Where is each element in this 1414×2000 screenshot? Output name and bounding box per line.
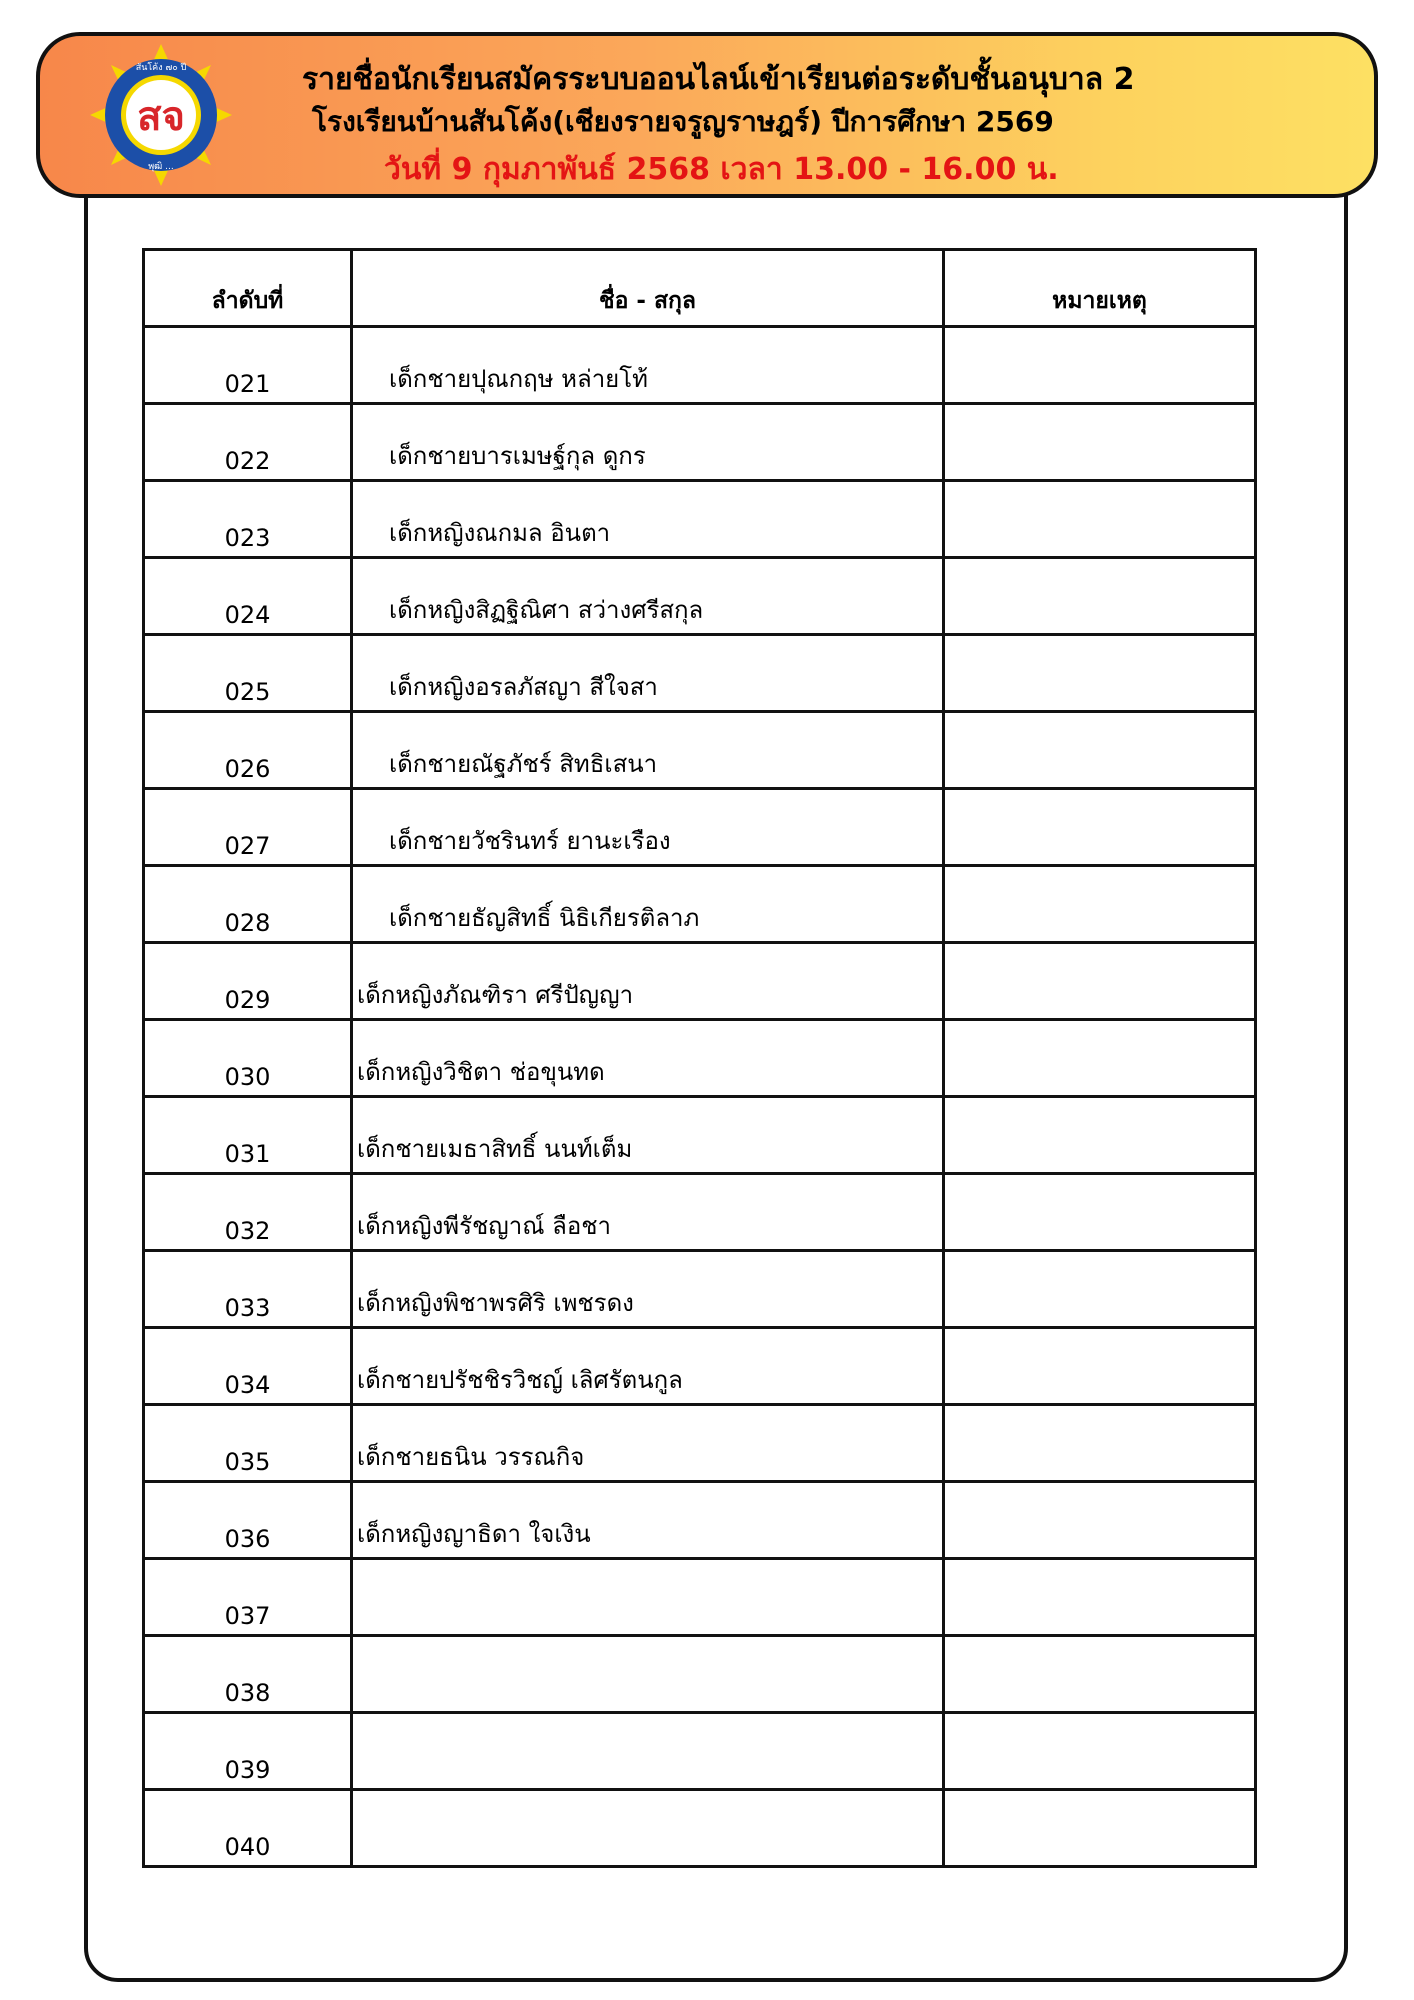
row-note [944,712,1256,789]
student-name [352,1559,944,1636]
row-note [944,1405,1256,1482]
student-name: เด็กชายปุณกฤษ หล่ายโท้ [352,327,944,404]
row-note [944,1790,1256,1867]
row-note [944,1559,1256,1636]
row-number: 023 [144,481,352,558]
student-name: เด็กหญิงพีรัชญาณ์ ลือชา [352,1174,944,1251]
student-name [352,1790,944,1867]
table-row [144,1482,1256,1559]
row-note [944,404,1256,481]
student-name: เด็กชายบารเมษฐ์กุล ดูกร [352,404,944,481]
student-name [352,1636,944,1713]
table-row [144,1251,1256,1328]
row-note [944,789,1256,866]
table-row [144,1328,1256,1405]
row-note [944,1174,1256,1251]
table-row [144,1636,1256,1713]
row-note [944,943,1256,1020]
column-header-name: ชื่อ - สกุล [352,250,944,327]
table-row [144,635,1256,712]
row-note [944,481,1256,558]
row-note [944,1097,1256,1174]
row-number: 029 [144,943,352,1020]
row-number: 037 [144,1559,352,1636]
row-note [944,1482,1256,1559]
table-header-row [144,250,1256,327]
row-number: 040 [144,1790,352,1867]
row-note [944,1020,1256,1097]
row-number: 021 [144,327,352,404]
row-note [944,327,1256,404]
date-time-line: วันที่ 9 กุมภาพันธ์ 2568 เวลา 13.00 - 16.00 น. [384,152,1059,187]
row-note [944,1636,1256,1713]
student-table [142,248,1257,1868]
table-row [144,1559,1256,1636]
row-number: 026 [144,712,352,789]
column-header-number: ลำดับที่ [144,250,352,327]
logo-bottom-text: พุฒิ ... [148,162,174,172]
student-name [352,1713,944,1790]
school-name-year: โรงเรียนบ้านสันโค้ง(เชียงรายจรูญราษฎร์) ปีการศึกษา 2569 [312,105,1054,138]
student-name: เด็กชายณัฐภัชร์ สิทธิเสนา [352,712,944,789]
row-number: 035 [144,1405,352,1482]
student-name: เด็กหญิงพิชาพรศิริ เพชรดง [352,1251,944,1328]
table-row [144,1174,1256,1251]
row-note [944,866,1256,943]
row-number: 025 [144,635,352,712]
logo-top-text: สันโค้ง ๗๐ ปี [135,63,187,73]
table-row [144,481,1256,558]
student-name: เด็กหญิงวิชิตา ช่อขุนทด [352,1020,944,1097]
student-name: เด็กหญิงสิฏฐิณิศา สว่างศรีสกุล [352,558,944,635]
table-row [144,1790,1256,1867]
table-row [144,404,1256,481]
row-number: 028 [144,866,352,943]
row-note [944,1713,1256,1790]
table-row [144,1020,1256,1097]
student-name: เด็กหญิงณกมล อินตา [352,481,944,558]
student-name: เด็กหญิงภัณฑิรา ศรีปัญญา [352,943,944,1020]
row-number: 039 [144,1713,352,1790]
row-note [944,1328,1256,1405]
school-logo-icon [90,44,232,186]
header-banner [36,32,1378,198]
row-number: 033 [144,1251,352,1328]
student-name: เด็กหญิงอรลภัสญา สีใจสา [352,635,944,712]
table-row [144,866,1256,943]
row-number: 027 [144,789,352,866]
student-name: เด็กชายปรัชชิรวิชญ์ เลิศรัตนกูล [352,1328,944,1405]
table-row [144,789,1256,866]
row-number: 038 [144,1636,352,1713]
row-note [944,1251,1256,1328]
table-row [144,712,1256,789]
row-number: 032 [144,1174,352,1251]
row-note [944,635,1256,712]
logo-center-text: สจ [137,94,185,140]
student-name: เด็กชายธัญสิทธิ์ นิธิเกียรติลาภ [352,866,944,943]
row-number: 031 [144,1097,352,1174]
student-name: เด็กชายเมธาสิทธิ์ นนท์เต็ม [352,1097,944,1174]
student-name: เด็กชายธนิน วรรณกิจ [352,1405,944,1482]
student-name: เด็กชายวัชรินทร์ ยานะเรือง [352,789,944,866]
table-row [144,1713,1256,1790]
table-row [144,327,1256,404]
row-number: 030 [144,1020,352,1097]
row-number: 036 [144,1482,352,1559]
column-header-note: หมายเหตุ [944,250,1256,327]
table-row [144,943,1256,1020]
row-number: 034 [144,1328,352,1405]
page-title: รายชื่อนักเรียนสมัครระบบออนไลน์เข้าเรียนต่อระดับชั้นอนุบาล 2 [302,62,1135,97]
row-number: 022 [144,404,352,481]
student-name: เด็กหญิงญาธิดา ใจเงิน [352,1482,944,1559]
table-row [144,558,1256,635]
row-number: 024 [144,558,352,635]
table-row [144,1405,1256,1482]
table-row [144,1097,1256,1174]
row-note [944,558,1256,635]
